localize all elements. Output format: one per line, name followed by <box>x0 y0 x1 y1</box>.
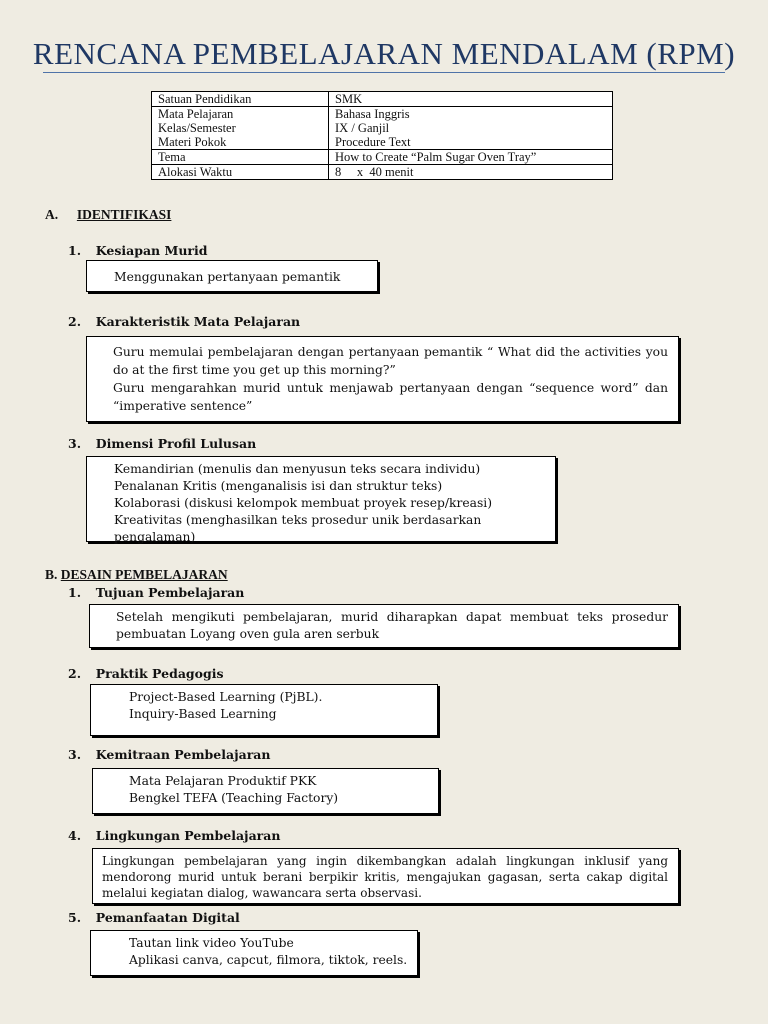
list-item <box>98 478 547 495</box>
digital-heading <box>68 910 240 925</box>
list-item <box>97 379 668 415</box>
karakteristik-title: Karakteristik Mata Pelajaran <box>95 314 301 329</box>
list-item-text: Inquiry-Based Learning <box>129 707 277 721</box>
kemitraan-heading <box>68 747 270 762</box>
list-item-text: Penalanan Kritis (menganalisis isi dan struktur teks) <box>114 479 443 493</box>
praktik-title: Praktik Pedagogis <box>95 666 224 681</box>
lingkungan-heading <box>68 828 280 843</box>
kemitraan-number: 3. <box>68 747 82 762</box>
list-item <box>103 935 409 952</box>
section-a-heading <box>45 207 171 223</box>
section-b-heading <box>45 567 228 583</box>
info-label: Materi Pokok <box>152 135 329 150</box>
lingkungan-text: Lingkungan pembelajaran yang ingin dikembangkan adalah lingkungan inklusif yang mendorong murid untuk berani berpikir kritis, mengajukan gagasan, serta cakap digital melalui kegiatan dialog, wawancara serta observasi. <box>102 854 668 900</box>
document-title: RENCANA PEMBELAJARAN MENDALAM (RPM) <box>32 36 736 71</box>
section-a-title: IDENTIFIKASI <box>76 207 172 222</box>
info-label: Tema <box>152 150 329 165</box>
kesiapan-box <box>86 260 378 292</box>
list-item-text: Guru mengarahkan murid untuk menjawab pertanyaan dengan “sequence word” dan “imperative sentence” <box>113 381 668 413</box>
list-item <box>103 706 429 723</box>
praktik-box <box>90 684 438 736</box>
karakteristik-number: 2. <box>68 314 82 329</box>
praktik-heading <box>68 666 224 681</box>
info-row <box>152 150 613 165</box>
list-item <box>100 609 668 643</box>
digital-number: 5. <box>68 910 82 925</box>
list-item-text: Kreativitas (menghasilkan teks prosedur unik berdasarkan pengalaman) <box>114 513 482 544</box>
section-b-title: DESAIN PEMBELAJARAN <box>60 567 228 582</box>
info-value: 8 x 40 menit <box>329 165 613 180</box>
dimensi-heading <box>68 436 256 451</box>
kesiapan-heading <box>68 243 208 258</box>
list-item <box>97 343 668 379</box>
dimensi-box <box>86 456 556 542</box>
list-item-text: Guru memulai pembelajaran dengan pertanyaan pemantik “ What did the activities you do at the first time you get up this morning?” <box>113 345 668 377</box>
info-value: How to Create “Palm Sugar Oven Tray” <box>329 150 613 165</box>
list-item-text: Setelah mengikuti pembelajaran, murid diharapkan dapat membuat teks prosedur pembuatan Loyang oven gula aren serbuk <box>116 610 668 641</box>
tujuan-box <box>89 604 679 648</box>
lingkungan-number: 4. <box>68 828 82 843</box>
list-item-text: Kemandirian (menulis dan menyusun teks secara individu) <box>114 462 481 476</box>
info-label: Kelas/Semester <box>152 121 329 135</box>
info-table <box>151 91 613 180</box>
info-row <box>152 107 613 122</box>
info-value: Procedure Text <box>329 135 613 150</box>
list-item <box>98 461 547 478</box>
info-row <box>152 92 613 107</box>
list-item-text: Aplikasi canva, capcut, filmora, tiktok, reels. <box>129 953 408 967</box>
info-value: IX / Ganjil <box>329 121 613 135</box>
digital-box <box>90 930 418 976</box>
list-item-text: Bengkel TEFA (Teaching Factory) <box>129 791 339 805</box>
info-value: SMK <box>329 92 613 107</box>
list-item <box>98 495 547 512</box>
lingkungan-title: Lingkungan Pembelajaran <box>95 828 281 843</box>
lingkungan-box <box>92 848 679 904</box>
kemitraan-title: Kemitraan Pembelajaran <box>95 747 271 762</box>
tujuan-number: 1. <box>68 585 82 600</box>
info-label: Mata Pelajaran <box>152 107 329 122</box>
kesiapan-number: 1. <box>68 243 82 258</box>
info-label: Satuan Pendidikan <box>152 92 329 107</box>
karakteristik-heading <box>68 314 300 329</box>
dimensi-title: Dimensi Profil Lulusan <box>95 436 257 451</box>
list-item-text: Kolaborasi (diskusi kelompok membuat proyek resep/kreasi) <box>114 496 493 510</box>
info-row <box>152 165 613 180</box>
section-a-letter: A. <box>45 207 59 222</box>
section-b-letter: B. <box>45 567 58 582</box>
list-item-text: Tautan link video YouTube <box>129 936 294 950</box>
info-label: Alokasi Waktu <box>152 165 329 180</box>
list-item <box>98 512 547 546</box>
kesiapan-title: Kesiapan Murid <box>95 243 208 258</box>
list-item <box>105 790 430 807</box>
list-item <box>98 269 367 286</box>
title-divider <box>43 72 725 73</box>
list-item-text: Menggunakan pertanyaan pemantik <box>114 270 341 284</box>
info-value: Bahasa Inggris <box>329 107 613 122</box>
tujuan-heading <box>68 585 244 600</box>
list-item <box>105 773 430 790</box>
tujuan-title: Tujuan Pembelajaran <box>95 585 245 600</box>
kemitraan-box <box>92 768 439 814</box>
info-row <box>152 135 613 150</box>
karakteristik-box <box>86 336 679 422</box>
list-item <box>103 952 409 969</box>
list-item <box>103 689 429 706</box>
list-item-text: Mata Pelajaran Produktif PKK <box>129 774 317 788</box>
list-item-text: Project-Based Learning (PjBL). <box>129 690 323 704</box>
praktik-number: 2. <box>68 666 82 681</box>
info-row <box>152 121 613 135</box>
digital-title: Pemanfaatan Digital <box>95 910 240 925</box>
dimensi-number: 3. <box>68 436 82 451</box>
